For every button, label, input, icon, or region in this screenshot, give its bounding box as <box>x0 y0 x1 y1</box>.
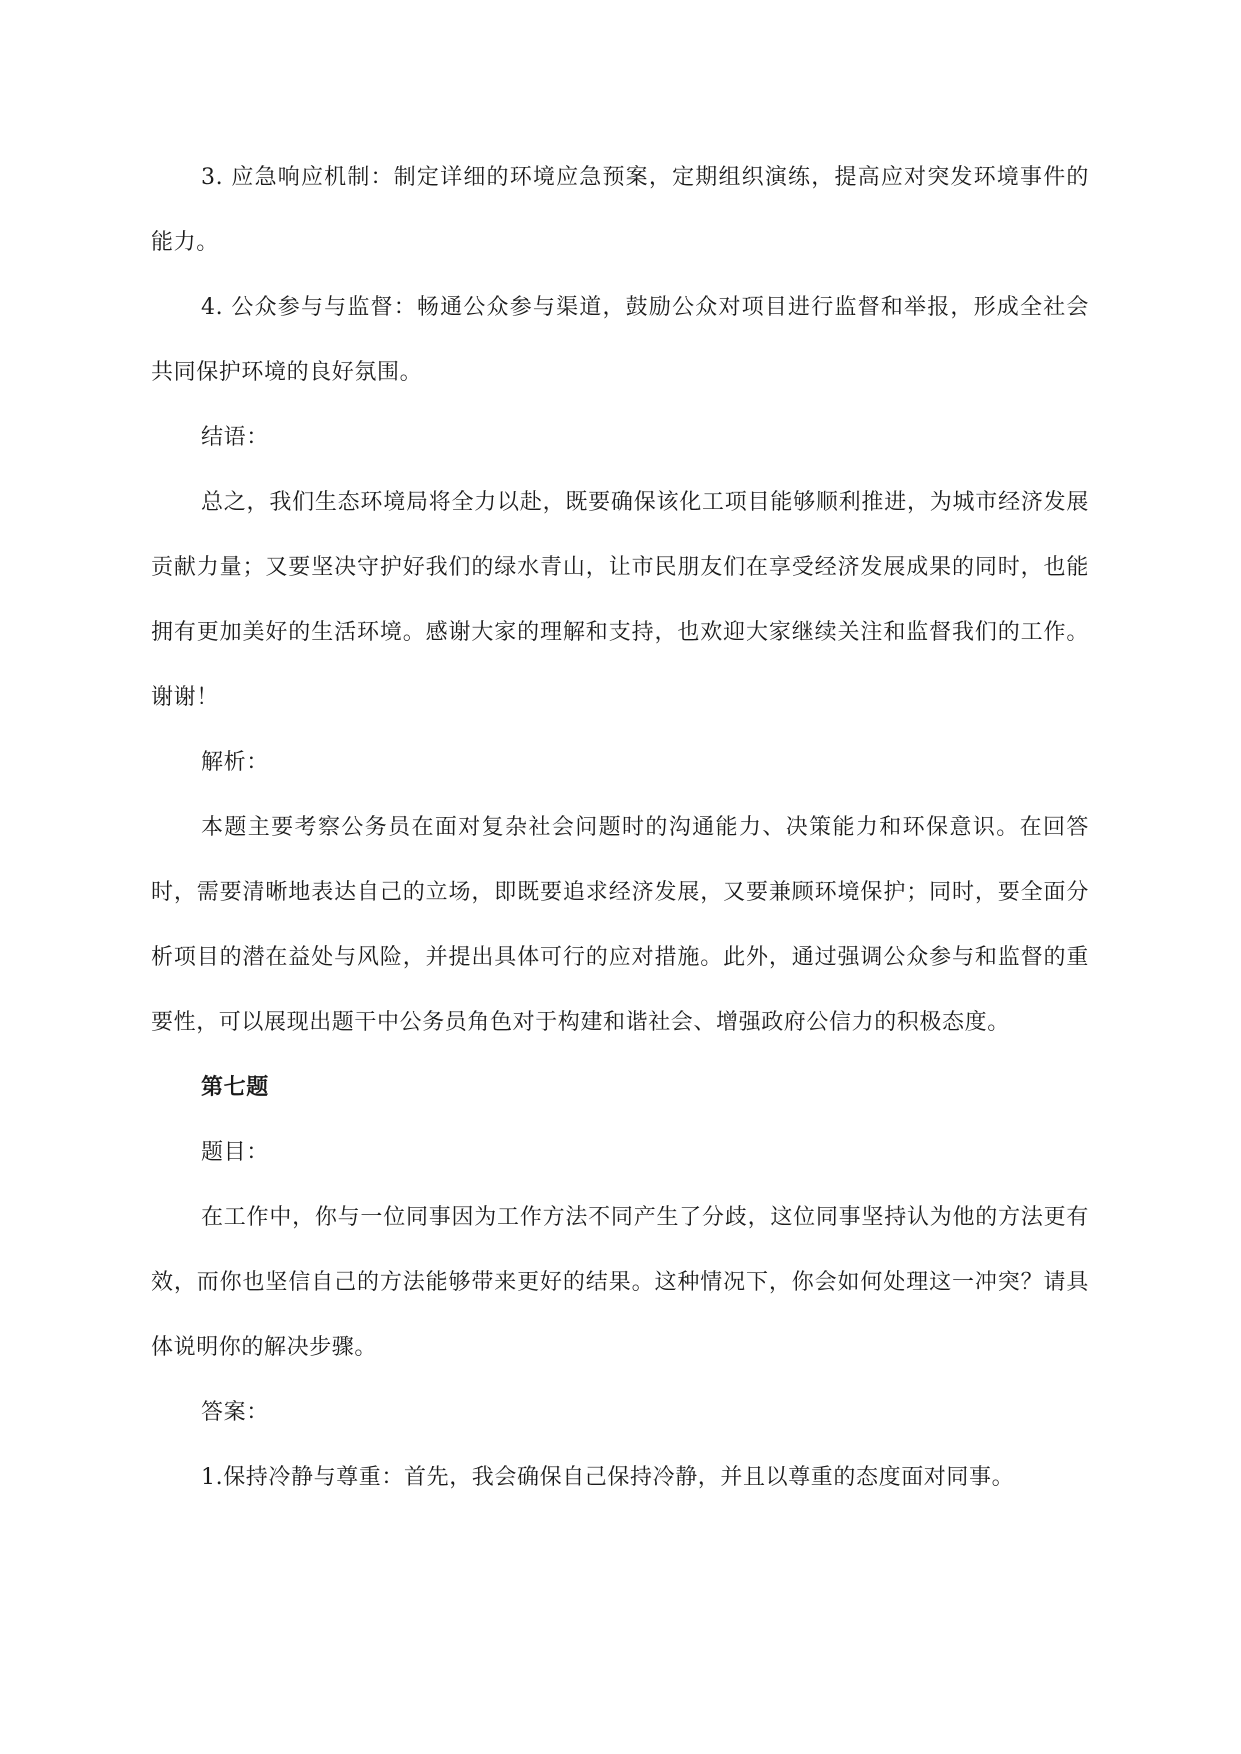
paragraph-emergency-response: 3. 应急响应机制：制定详细的环境应急预案，定期组织演练，提高应对突发环境事件的能力。 <box>151 165 1089 255</box>
document-body <box>151 145 1089 1510</box>
analysis-label: 解析： <box>201 750 269 775</box>
paragraph-analysis: 本题主要考察公务员在面对复杂社会问题时的沟通能力、决策能力和环保意识。在回答时，需要清晰地表达自己的立场，即既要追求经济发展，又要兼顾环境保护；同时，要全面分析项目的潜在益处与风险，并提出具体可行的应对措施。此外，通过强调公众参与和监督的重要性，可以展现出题干中公务员角色对于构建和谐社会、增强政府公信力的积极态度。 <box>151 815 1089 1035</box>
paragraph-question: 在工作中，你与一位同事因为工作方法不同产生了分歧，这位同事坚持认为他的方法更有效，而你也坚信自己的方法能够带来更好的结果。这种情况下，你会如何处理这一冲突？请具体说明你的解决步骤。 <box>151 1205 1089 1360</box>
question-7-heading: 第七题 <box>201 1075 269 1100</box>
conclusion-label: 结语： <box>201 425 269 450</box>
answer-label: 答案： <box>201 1400 269 1425</box>
paragraph-answer-step-1: 1.保持冷静与尊重：首先，我会确保自己保持冷静，并且以尊重的态度面对同事。 <box>201 1465 1015 1490</box>
paragraph-public-participation: 4. 公众参与与监督：畅通公众参与渠道，鼓励公众对项目进行监督和举报，形成全社会共同保护环境的良好氛围。 <box>151 295 1089 385</box>
paragraph-conclusion: 总之，我们生态环境局将全力以赴，既要确保该化工项目能够顺利推进，为城市经济发展贡献力量；又要坚决守护好我们的绿水青山，让市民朋友们在享受经济发展成果的同时，也能拥有更加美好的生活环境。感谢大家的理解和支持，也欢迎大家继续关注和监督我们的工作。谢谢！ <box>151 490 1089 710</box>
question-label: 题目： <box>201 1140 269 1165</box>
